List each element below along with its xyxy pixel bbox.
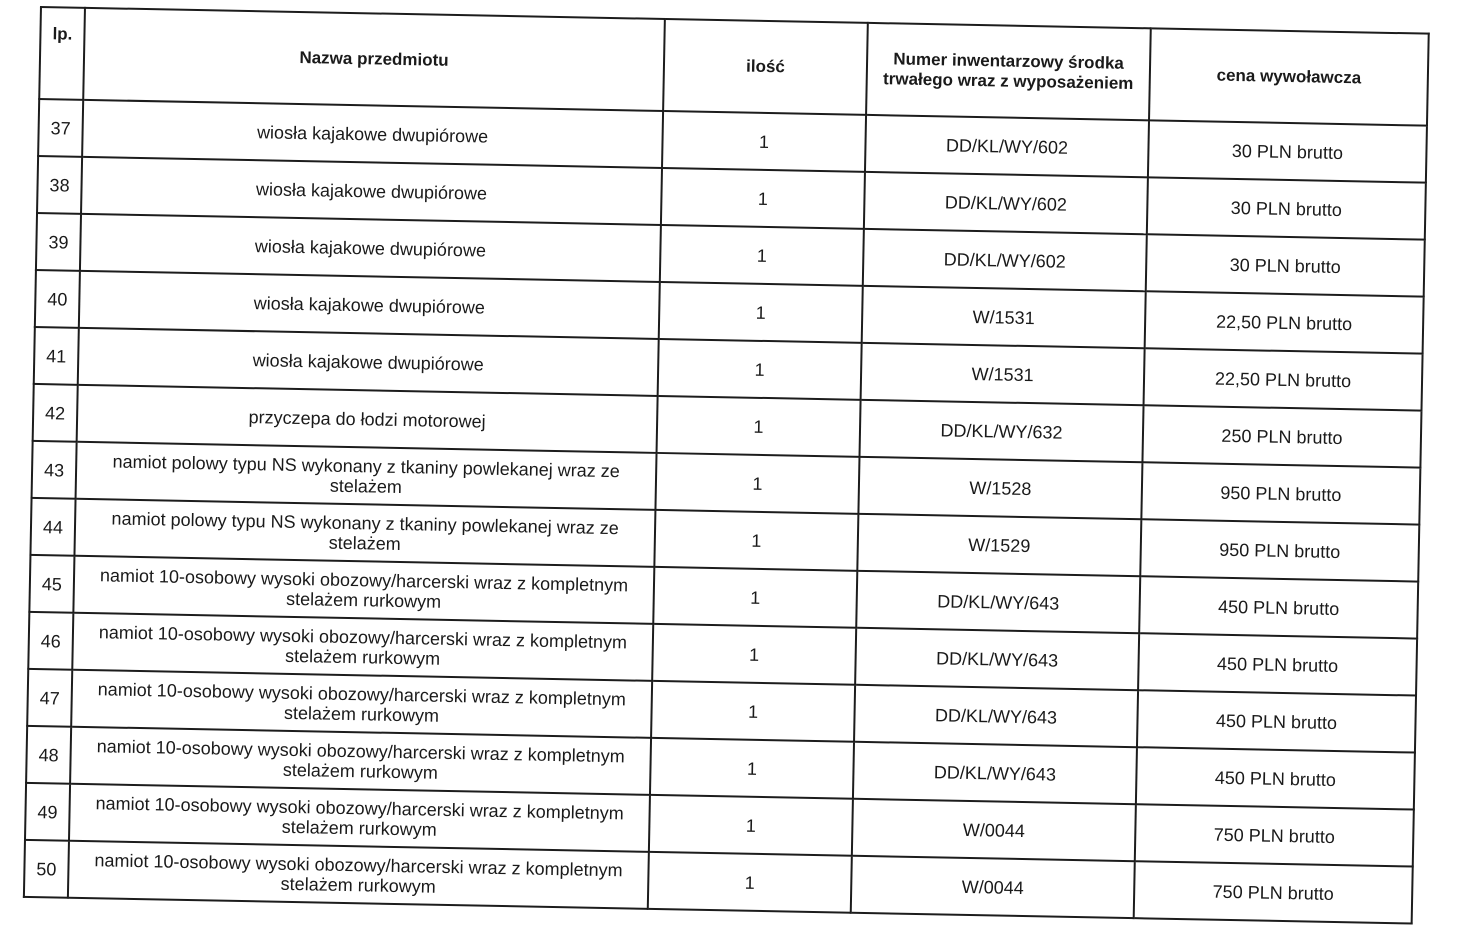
row-qty: 1 [651, 681, 855, 742]
row-name: namiot 10-osobowy wysoki obozowy/harcerski wraz z kompletnym stelażem rurkowym [69, 784, 650, 852]
row-lp: 44 [30, 498, 75, 556]
row-lp: 48 [26, 726, 71, 784]
row-name: namiot 10-osobowy wysoki obozowy/harcerski wraz z kompletnym stelażem rurkowym [70, 727, 651, 795]
inventory-sheet [23, 6, 1430, 925]
row-price: 450 PLN brutto [1136, 747, 1415, 809]
row-lp: 37 [38, 99, 83, 157]
row-price: 950 PLN brutto [1140, 519, 1419, 581]
row-lp: 50 [24, 840, 69, 898]
row-qty: 1 [652, 624, 856, 685]
row-lp: 38 [37, 156, 82, 214]
row-qty: 1 [657, 396, 861, 457]
row-name: wiosła kajakowe dwupiórowe [81, 157, 662, 225]
row-qty: 1 [654, 510, 858, 571]
header-inventory-number: Numer inwentarzowy środka trwałego wraz z wyposażeniem [866, 23, 1151, 120]
row-price: 450 PLN brutto [1138, 633, 1417, 695]
header-lp: lp. [39, 7, 85, 100]
row-qty: 1 [659, 282, 863, 343]
row-name: namiot 10-osobowy wysoki obozowy/harcerski wraz z kompletnym stelażem rurkowym [72, 613, 653, 681]
row-inventory-number: W/1531 [861, 343, 1145, 405]
row-inventory-number: DD/KL/WY/643 [855, 628, 1139, 690]
row-name: namiot 10-osobowy wysoki obozowy/harcerski wraz z kompletnym stelażem rurkowym [68, 841, 649, 909]
row-name: wiosła kajakowe dwupiórowe [80, 214, 661, 282]
row-price: 750 PLN brutto [1135, 804, 1414, 866]
row-inventory-number: DD/KL/WY/602 [865, 115, 1149, 177]
row-price: 30 PLN brutto [1147, 177, 1426, 239]
header-name: Nazwa przedmiotu [83, 8, 665, 111]
row-qty: 1 [661, 168, 865, 229]
row-inventory-number: DD/KL/WY/632 [859, 400, 1143, 462]
row-inventory-number: W/1531 [862, 286, 1146, 348]
row-inventory-number: DD/KL/WY/643 [854, 685, 1138, 747]
row-name: wiosła kajakowe dwupiórowe [79, 271, 660, 339]
row-price: 250 PLN brutto [1142, 405, 1421, 467]
row-name: namiot 10-osobowy wysoki obozowy/harcerski wraz z kompletnym stelażem rurkowym [71, 670, 652, 738]
row-lp: 47 [27, 669, 72, 727]
row-price: 450 PLN brutto [1137, 690, 1416, 752]
row-qty: 1 [660, 225, 864, 286]
row-price: 22,50 PLN brutto [1145, 291, 1424, 353]
row-inventory-number: DD/KL/WY/643 [853, 742, 1137, 804]
row-inventory-number: DD/KL/WY/643 [856, 571, 1140, 633]
row-lp: 43 [32, 441, 77, 499]
row-qty: 1 [658, 339, 862, 400]
row-name: wiosła kajakowe dwupiórowe [78, 328, 659, 396]
row-inventory-number: W/0044 [852, 799, 1136, 861]
header-price: cena wywoławcza [1149, 28, 1429, 125]
row-lp: 42 [33, 384, 78, 442]
row-name: namiot 10-osobowy wysoki obozowy/harcerski wraz z kompletnym stelażem rurkowym [73, 556, 654, 624]
row-price: 750 PLN brutto [1134, 861, 1413, 923]
row-lp: 45 [29, 555, 74, 613]
row-name: namiot polowy typu NS wykonany z tkaniny powlekanej wraz ze stelażem [74, 499, 655, 567]
inventory-table [23, 6, 1430, 925]
row-inventory-number: DD/KL/WY/602 [864, 172, 1148, 234]
row-lp: 39 [36, 213, 81, 271]
row-lp: 49 [25, 783, 70, 841]
row-price: 22,50 PLN brutto [1144, 348, 1423, 410]
row-qty: 1 [662, 111, 866, 172]
row-qty: 1 [653, 567, 857, 628]
row-price: 30 PLN brutto [1148, 120, 1427, 182]
row-inventory-number: W/1529 [857, 514, 1141, 576]
row-lp: 40 [35, 270, 80, 328]
row-qty: 1 [655, 453, 859, 514]
row-inventory-number: W/0044 [851, 856, 1135, 918]
row-lp: 41 [34, 327, 79, 385]
row-name: przyczepa do łodzi motorowej [77, 385, 658, 453]
row-inventory-number: W/1528 [858, 457, 1142, 519]
row-price: 950 PLN brutto [1141, 462, 1420, 524]
row-price: 30 PLN brutto [1146, 234, 1425, 296]
row-qty: 1 [649, 795, 853, 856]
row-name: wiosła kajakowe dwupiórowe [82, 100, 663, 168]
row-qty: 1 [650, 738, 854, 799]
row-lp: 46 [28, 612, 73, 670]
row-name: namiot polowy typu NS wykonany z tkaniny powlekanej wraz ze stelażem [76, 442, 657, 510]
row-inventory-number: DD/KL/WY/602 [863, 229, 1147, 291]
row-qty: 1 [648, 852, 852, 913]
header-qty: ilość [663, 19, 868, 115]
row-price: 450 PLN brutto [1139, 576, 1418, 638]
